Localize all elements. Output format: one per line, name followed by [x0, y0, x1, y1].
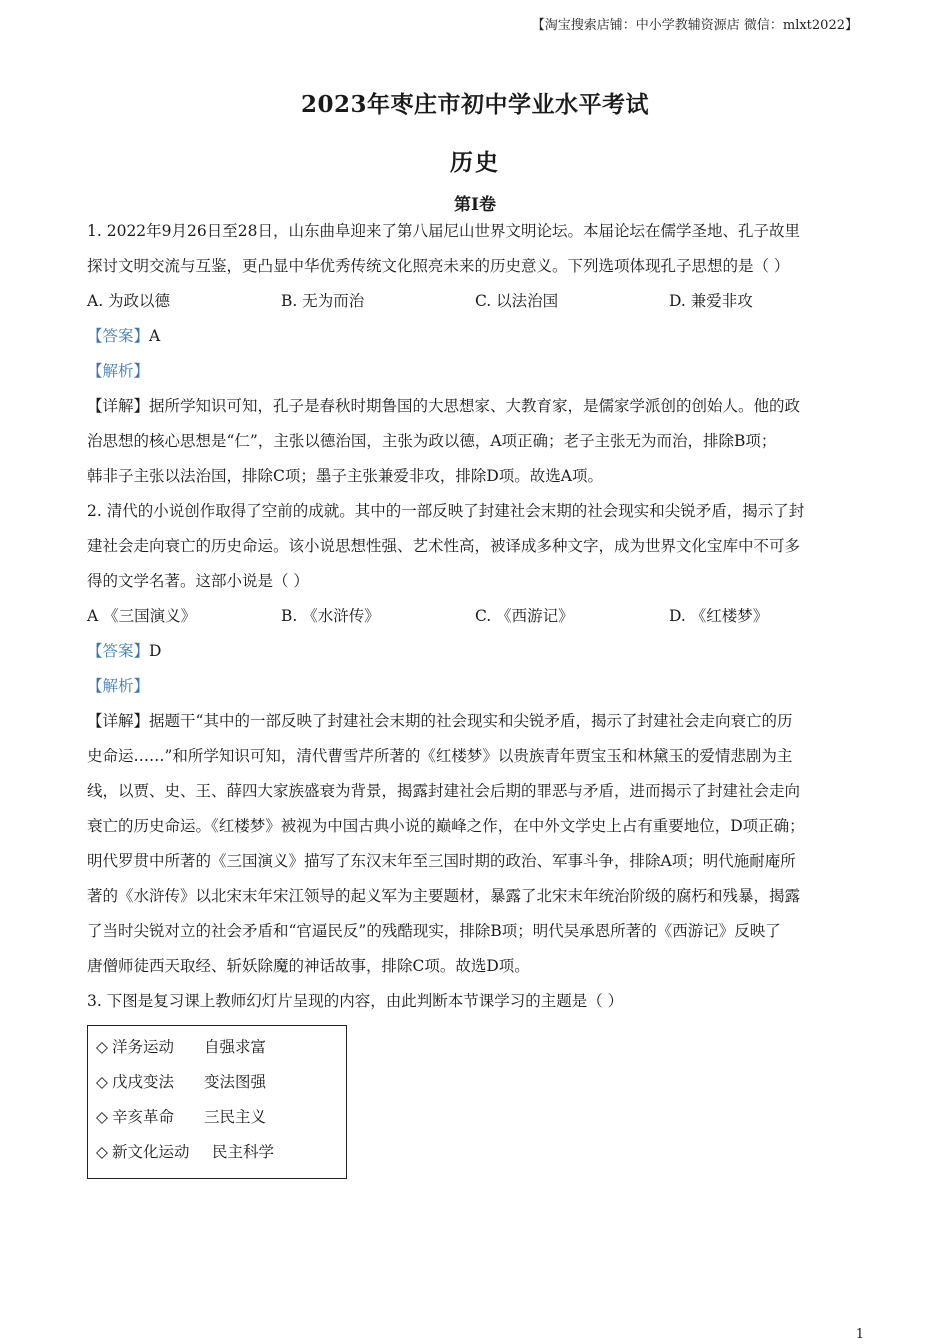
detail-line: 唐僧师徒西天取经、斩妖除魔的神话故事，排除C项。故选D项。 [87, 957, 530, 975]
detail-label: 【详解】 [87, 397, 150, 415]
detail-line: 治思想的核心思想是“仁”，主张以德治国，主张为政以德，A项正确；老子主张无为而治，排除B项； [87, 432, 777, 450]
detail-line [87, 704, 865, 739]
answer-line [87, 634, 865, 669]
detail-line: 韩非子主张以法治国，排除C项；墨子主张兼爱非攻，排除D项。故选A项。 [87, 467, 603, 485]
question-3 [87, 984, 865, 1179]
option-d: D. 《红楼梦》 [669, 607, 769, 625]
diamond-icon: ◇ [96, 1108, 108, 1126]
question-stem-line: 1. 2022年9月26日至28日，山东曲阜迎来了第八届尼山世界文明论坛。本届论坛在儒学圣地、孔子故里 [87, 222, 800, 240]
detail-line: 了当时尖锐对立的社会矛盾和“官逼民反”的残酷现实，排除B项；明代吴承恩所著的《西游记》反映了 [87, 922, 781, 940]
option-c: C. 以法治国 [475, 292, 559, 310]
answer-label: 【答案】 [87, 642, 150, 660]
slide-row [96, 1100, 340, 1135]
question-2 [87, 494, 865, 984]
detail-line: 明代罗贯中所著的《三国演义》描写了东汉末年至三国时期的政治、军事斗争，排除A项；明代施耐庵所 [87, 852, 796, 870]
movement-slogan: 变法图强 [204, 1073, 267, 1091]
exam-subject: 历史 [450, 149, 500, 176]
question-options [87, 599, 865, 634]
question-options [87, 284, 865, 319]
question-1 [87, 214, 865, 494]
volume-label: 第Ⅰ卷 [454, 195, 496, 215]
detail-text: 据所学知识可知，孔子是春秋时期鲁国的大思想家、大教育家，是儒家学派创的创始人。他的政 [149, 397, 801, 415]
page-number: 1 [855, 1327, 864, 1342]
detail-line: 衰亡的历史命运。《红楼梦》被视为中国古典小说的巅峰之作，在中外文学史上占有重要地位，D项正确； [87, 817, 805, 835]
analysis-label: 【解析】 [87, 677, 150, 695]
detail-line [87, 389, 865, 424]
movement-name: 新文化运动 [112, 1143, 190, 1161]
movement-slogan: 民主科学 [212, 1143, 275, 1161]
detail-text: 据题干“其中的一部反映了封建社会末期的社会现实和尖锐矛盾，揭示了封建社会走向衰亡的历 [149, 712, 793, 730]
movement-slogan: 三民主义 [204, 1108, 267, 1126]
movement-name: 戊戌变法 [112, 1073, 175, 1091]
option-b: B. 《水浒传》 [281, 607, 380, 625]
answer-value: D [149, 642, 162, 660]
diamond-icon: ◇ [96, 1073, 108, 1091]
question-stem-line: 建社会走向衰亡的历史命运。该小说思想性强、艺术性高，被译成多种文字，成为世界文化宝库中不可多 [87, 537, 801, 555]
option-c: C. 《西游记》 [475, 607, 574, 625]
diamond-icon: ◇ [96, 1038, 108, 1056]
slide-row [96, 1030, 340, 1065]
option-a: A. 为政以德 [87, 292, 171, 310]
detail-label: 【详解】 [87, 712, 150, 730]
movement-name: 辛亥革命 [112, 1108, 175, 1126]
answer-line [87, 319, 865, 354]
question-stem-line: 2. 清代的小说创作取得了空前的成就。其中的一部反映了封建社会末期的社会现实和尖锐矛盾，揭示了封 [87, 502, 805, 520]
detail-line: 线，以贾、史、王、薛四大家族盛衰为背景，揭露封建社会后期的罪恶与矛盾，进而揭示了封建社会走向 [87, 782, 801, 800]
document-body [87, 214, 865, 1179]
slide-content-box [87, 1025, 347, 1179]
slide-row [96, 1135, 340, 1170]
answer-value: A [149, 327, 161, 345]
slide-row [96, 1065, 340, 1100]
detail-line: 著的《水浒传》以北宋末年宋江领导的起义军为主要题材，暴露了北宋末年统治阶级的腐朽和残暴，揭露 [87, 887, 801, 905]
option-d: D. 兼爱非攻 [669, 292, 753, 310]
answer-label: 【答案】 [87, 327, 150, 345]
exam-title: 2023年枣庄市初中学业水平考试 [300, 91, 649, 118]
question-stem-line: 探讨文明交流与互鉴，更凸显中华优秀传统文化照亮未来的历史意义。下列选项体现孔子思想的是（ ） [87, 257, 790, 275]
question-stem-line: 得的文学名著。这部小说是（ ） [87, 572, 309, 590]
analysis-line [87, 354, 865, 389]
analysis-label: 【解析】 [87, 362, 150, 380]
analysis-line [87, 669, 865, 704]
option-b: B. 无为而治 [281, 292, 365, 310]
movement-slogan: 自强求富 [204, 1038, 267, 1056]
question-stem-line: 3. 下图是复习课上教师幻灯片呈现的内容，由此判断本节课学习的主题是（ ） [87, 992, 624, 1010]
option-a: A 《三国演义》 [87, 607, 197, 625]
movement-name: 洋务运动 [112, 1038, 175, 1056]
diamond-icon: ◇ [96, 1143, 108, 1161]
detail-line: 史命运……”和所学知识可知，清代曹雪芹所著的《红楼梦》以贵族青年贾宝玉和林黛玉的爱情悲剧为主 [87, 747, 793, 765]
header-store-note: 【淘宝搜索店铺：中小学教辅资源店 微信：mlxt2022】 [531, 18, 858, 33]
